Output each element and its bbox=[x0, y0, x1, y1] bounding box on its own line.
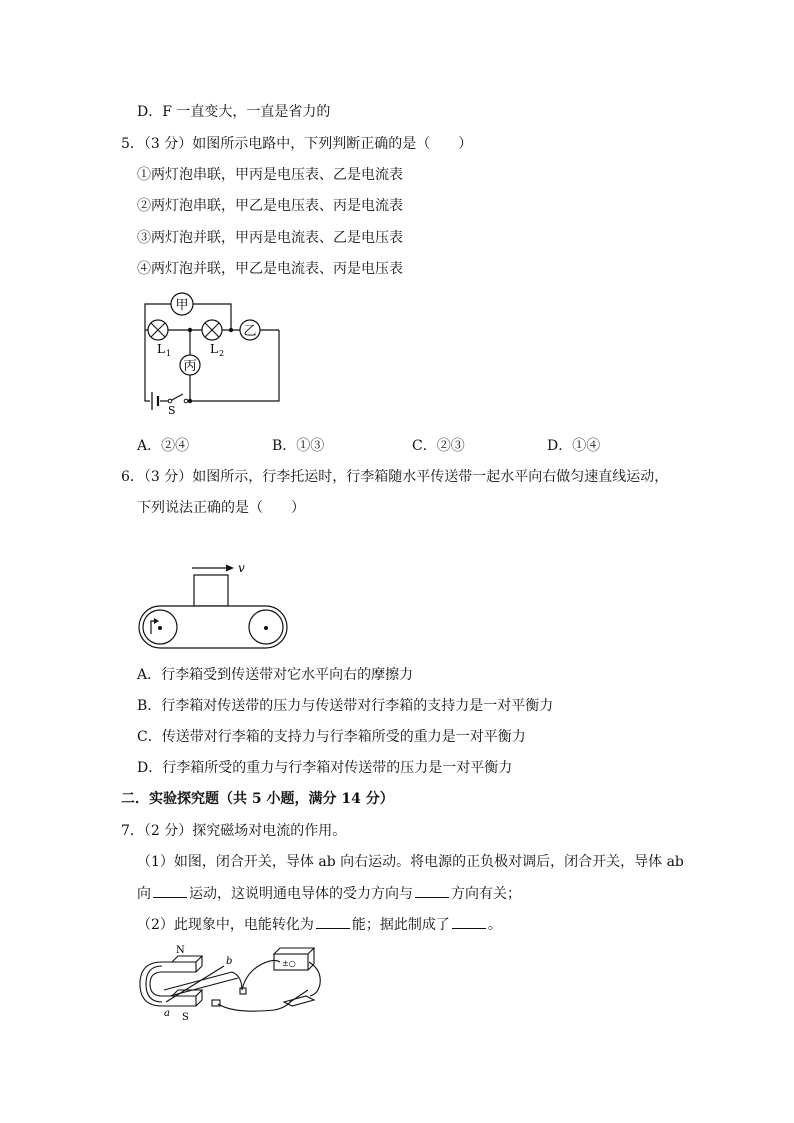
section-2-title: 二．实验探究题（共 5 小题，满分 14 分） bbox=[121, 791, 394, 807]
q5-circuit-diagram bbox=[130, 288, 290, 418]
arrow-right-icon bbox=[226, 565, 234, 572]
q5-option-d: D．①④ bbox=[547, 438, 601, 454]
q6-stem-line1: 6．（3 分）如图所示，行李托运时，行李箱随水平传送带一起水平向右做匀速直线运动， bbox=[121, 469, 669, 485]
q6-option-d: D．行李箱所受的重力与行李箱对传送带的压力是一对平衡力 bbox=[137, 760, 513, 776]
lamp-l1-label: L bbox=[157, 342, 165, 356]
q7-apparatus-diagram bbox=[134, 944, 334, 1022]
q7-part1-line1: （1）如图，闭合开关，导体 ab 向右运动。将电源的正负极对调后，闭合开关，导体 ab bbox=[137, 854, 684, 870]
q5-option-a: A．②④ bbox=[137, 438, 190, 454]
q7-stem: 7．（2 分）探究磁场对电流的作用。 bbox=[121, 823, 347, 839]
meter-bing-label: 丙 bbox=[183, 359, 197, 374]
q5-option-b: B．①③ bbox=[272, 438, 325, 454]
q6-option-b: B．行李箱对传送带的压力与传送带对行李箱的支持力是一对平衡力 bbox=[137, 698, 554, 714]
q4-option-d: D．F 一直变大，一直是省力的 bbox=[137, 104, 331, 120]
q7-part2 bbox=[137, 916, 502, 934]
velocity-label: v bbox=[238, 561, 245, 575]
suitcase-icon bbox=[194, 575, 228, 606]
q7-part1-text-a: 向 bbox=[137, 886, 151, 902]
lamp-l2-icon bbox=[202, 320, 222, 340]
south-pole-label: S bbox=[182, 1012, 189, 1022]
q5-item-1: ①两灯泡串联，甲丙是电压表、乙是电流表 bbox=[137, 167, 403, 183]
q5-item-4: ④两灯泡并联，甲乙是电流表、丙是电压表 bbox=[137, 261, 403, 277]
q7-part1-text-b: 运动，这说明通电导体的受力方向与 bbox=[189, 886, 413, 902]
battery-sign-label: ±○ bbox=[282, 959, 296, 968]
q5-stem: 5．（3 分）如图所示电路中，下列判断正确的是（ ） bbox=[121, 136, 473, 152]
lamp-l2-subscript: 2 bbox=[219, 349, 225, 358]
lamp-l1-subscript: 1 bbox=[166, 349, 172, 358]
q7-blank-4 bbox=[452, 916, 486, 929]
meter-jia-label: 甲 bbox=[175, 298, 189, 313]
q7-part2-text-c: 。 bbox=[487, 917, 502, 933]
q6-option-c: C．传送带对行李箱的支持力与行李箱所受的重力是一对平衡力 bbox=[137, 729, 526, 745]
q7-part1-text-c: 方向有关； bbox=[451, 886, 521, 902]
switch-icon bbox=[284, 996, 314, 1006]
lamp-l1-icon bbox=[148, 320, 168, 340]
q7-part2-text-a: （2）此现象中，电能转化为 bbox=[137, 917, 314, 933]
north-pole-label: N bbox=[176, 945, 185, 956]
q7-blank-1 bbox=[153, 885, 187, 898]
point-b-label: b bbox=[226, 956, 233, 967]
q6-conveyor-diagram bbox=[138, 558, 298, 654]
q7-part1-line2 bbox=[137, 885, 521, 903]
q5-item-2: ②两灯泡串联，甲乙是电压表、丙是电流表 bbox=[137, 198, 403, 214]
q7-part2-text-b: 能；据此制成了 bbox=[351, 917, 450, 933]
q6-stem-line2: 下列说法正确的是（ ） bbox=[137, 500, 305, 516]
q5-option-c: C．②③ bbox=[412, 438, 465, 454]
switch-label: S bbox=[168, 404, 176, 417]
q6-option-a: A．行李箱受到传送带对它水平向右的摩擦力 bbox=[137, 667, 414, 683]
meter-yi-label: 乙 bbox=[243, 324, 257, 339]
q7-blank-3 bbox=[316, 916, 350, 929]
q7-blank-2 bbox=[415, 885, 449, 898]
q5-item-3: ③两灯泡并联，甲丙是电流表、乙是电压表 bbox=[137, 230, 403, 246]
point-a-label: a bbox=[164, 1008, 170, 1019]
lamp-l2-label: L bbox=[210, 342, 218, 356]
